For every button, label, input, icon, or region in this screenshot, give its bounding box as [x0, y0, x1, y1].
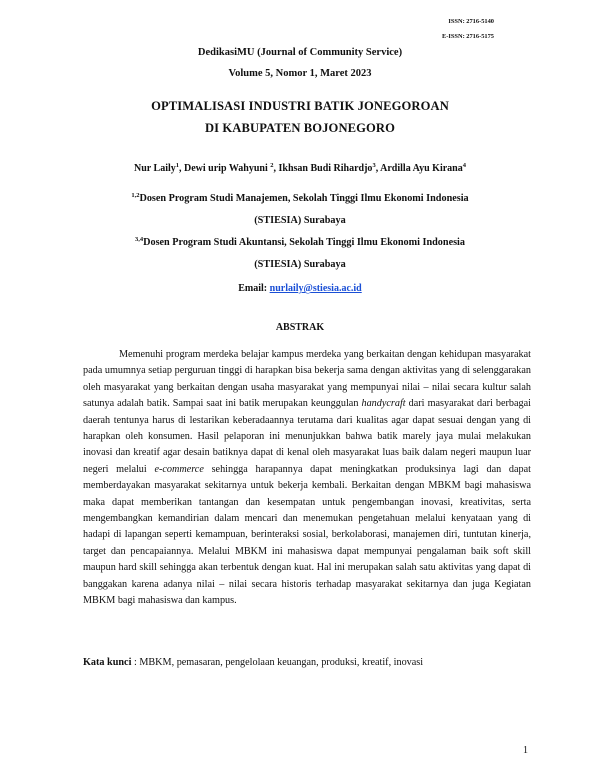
issn: ISSN: 2716-5140: [448, 18, 494, 25]
abstract-body: [83, 347, 531, 610]
affiliation-sup: 3,4: [135, 236, 144, 243]
paper-title-line-1: OPTIMALISASI INDUSTRI BATIK JONEGOROAN: [151, 99, 449, 113]
keywords-values: : MBKM, pemasaran, pengelolaan keuangan, produksi, kreatif, inovasi: [131, 657, 424, 668]
affiliation-2: [0, 237, 600, 248]
journal-volume: Volume 5, Nomor 1, Maret 2023: [228, 68, 372, 79]
abstract-italic-term: handycraft: [361, 398, 406, 410]
author-name: Ardilla Ayu Kirana: [380, 163, 463, 174]
page-number: 1: [523, 745, 528, 756]
email-link[interactable]: nurlaily@stiesia.ac.id: [269, 283, 362, 294]
author-name: Nur Laily: [133, 163, 176, 174]
abstract-italic-term: e-commerce: [154, 463, 204, 475]
keywords-label: Kata kunci: [83, 657, 132, 668]
affiliation-sup: 1,2: [131, 192, 140, 199]
paper-title-line-2: DI KABUPATEN BOJONEGORO: [204, 121, 396, 135]
affiliation-line: Dosen Program Studi Akuntansi, Sekolah Tinggi Ilmu Ekonomi Indonesia: [143, 237, 465, 248]
abstract-text: dari masyarakat dari berbagai daerah tentunya harus di lestarikan keberadaannya terutama dari kualitas agar dapat sesuai dengan yang di harapkan oleh konsumen. Hasil pelaporan ini menunjukkan bahwa batik marely jaya mulai melakukan inovasi dan kreatif agar desain batiknya dapat di kenal oleh masyarakat luas baik dalam negeri maupun luar negeri melalui: [83, 398, 531, 475]
author-sup: 2: [270, 162, 274, 169]
email-line: [0, 283, 600, 294]
journal-name: DedikasiMU (Journal of Community Service): [197, 47, 403, 58]
author-name: Dewi urip Wahyuni: [184, 163, 268, 174]
abstract-text: Memenuhi program merdeka belajar kampus merdeka yang berkaitan dengan kehidupan masyarakat pada umumnya setiap perguruan tinggi di harapkan bisa bekerja sama dengan aktivitas yang di selenggarakan oleh masyarakat yang berkaitan dengan usaha masyarakat yang mempunyai nilai – nilai secara kultur salah satunya adalah batik. Sampai saat ini batik merupakan keunggulan: [83, 349, 531, 410]
affiliation-1-cont: (STIESIA) Surabaya: [254, 215, 346, 226]
affiliation-2-cont: (STIESIA) Surabaya: [254, 259, 346, 270]
affiliation-line: Dosen Program Studi Manajemen, Sekolah Tinggi Ilmu Ekonomi Indonesia: [139, 193, 469, 204]
eissn: E-ISSN: 2716-5175: [441, 33, 494, 40]
abstract-text: sehingga harapannya dapat meningkatkan produksinya lagi dan dapat memberdayakan masyarakat sekitarnya untuk bekerja kembali. Berkaitan dengan MBKM bagi mahasiswa maka dapat memberikan tantangan dan kesempatan untuk pengembangan inovasi, kreativitas, serta mengembangkan kemandirian dalam mencari dan menemukan pengetahuan melalui kenyataan yang di hadapi di lapangan seperti kemampuan, berinteraksi sosial, berkolaborasi, manajemen diri, tuntutan kinerja, target dan pencapaiannya. Melalui MBKM ini mahasiswa dapat mempunyai pengalaman baik soft skill maupun hard skill sehingga akan terbentuk dengan kuat. Hal ini merupakan salah satu aktivitas yang dapat di banggakan karena adanya nilai – nilai secara historis terhadap masyarakat sekitarnya dan juga Kegiatan MBKM bagi mahasiswa dan kampus.: [83, 463, 531, 607]
email-label: Email:: [238, 283, 268, 294]
keywords: [83, 657, 531, 668]
abstract-heading: ABSTRAK: [275, 322, 325, 333]
author-name: Ikhsan Budi Rihardjo: [278, 163, 373, 174]
author-sup: 4: [462, 162, 466, 169]
abstract-paragraph: [83, 347, 531, 610]
author-list: Nur Laily$^1$, Dewi urip Wahyuni $^2$, Ikhsan Budi Rihardjo$^3$, Ardilla Ayu Kirana$^4$: [133, 162, 466, 174]
affiliation-1: [0, 193, 600, 204]
author-sup: 3: [372, 162, 376, 169]
author-sup: 1: [175, 162, 180, 169]
